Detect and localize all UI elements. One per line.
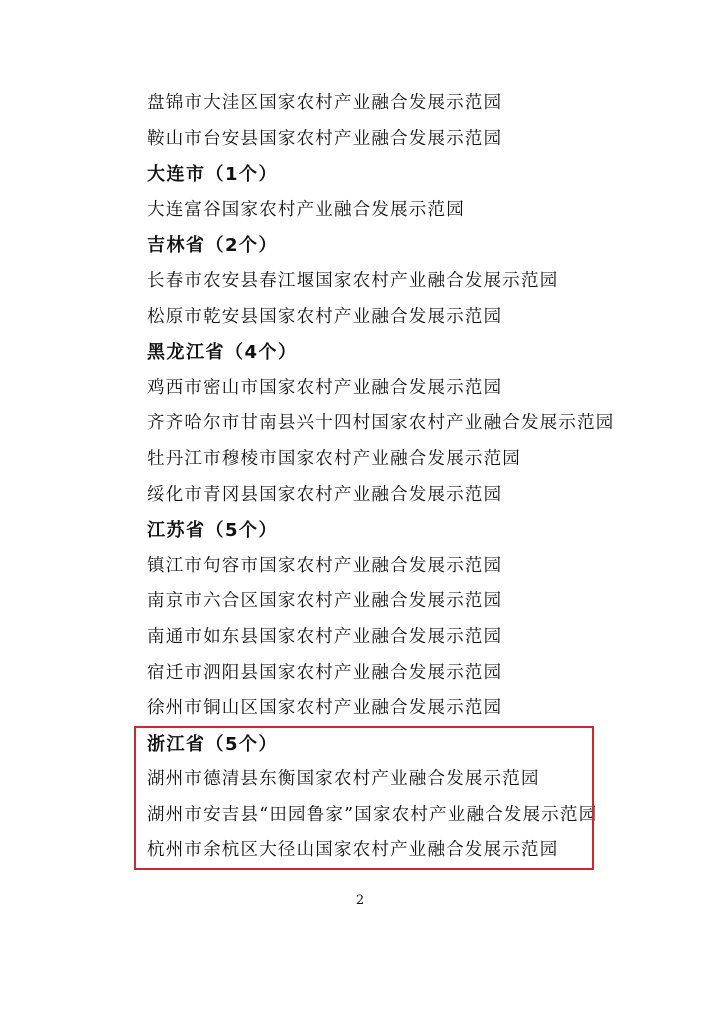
park-list-item: 鸡西市密山市国家农村产业融合发展示范园 [147, 377, 503, 398]
park-list-item: 齐齐哈尔市甘南县兴十四村国家农村产业融合发展示范园 [147, 413, 615, 434]
park-list-item: 南通市如东县国家农村产业融合发展示范园 [147, 626, 503, 647]
province-heading: 大连市（1个） [147, 164, 279, 186]
park-list-item: 长春市农安县春江堰国家农村产业融合发展示范园 [147, 270, 559, 291]
park-list-item: 大连富谷国家农村产业融合发展示范园 [147, 199, 465, 220]
park-list-item: 杭州市余杭区大径山国家农村产业融合发展示范园 [147, 840, 559, 861]
zhejiang-highlight-box [134, 726, 594, 870]
park-list-item: 盘锦市大洼区国家农村产业融合发展示范园 [147, 93, 503, 113]
park-list-item: 绥化市青冈县国家农村产业融合发展示范园 [147, 484, 503, 505]
park-list-item: 湖州市安吉县“田园鲁家”国家农村产业融合发展示范园 [147, 804, 598, 825]
park-list-item: 鞍山市台安县国家农村产业融合发展示范园 [147, 128, 503, 149]
park-list-item: 湖州市德清县东衡国家农村产业融合发展示范园 [147, 769, 540, 790]
park-list-item: 南京市六合区国家农村产业融合发展示范园 [147, 591, 503, 612]
province-heading: 江苏省（5个） [147, 520, 279, 542]
park-list-item: 宿迁市泗阳县国家农村产业融合发展示范园 [147, 662, 503, 683]
province-heading: 吉林省（2个） [147, 235, 279, 257]
park-list-item: 徐州市铜山区国家农村产业融合发展示范园 [147, 698, 503, 719]
page-number: 2 [355, 893, 365, 908]
province-heading: 浙江省（5个） [147, 733, 279, 755]
park-list-item: 牡丹江市穆棱市国家农村产业融合发展示范园 [147, 448, 521, 469]
park-list-item: 镇江市句容市国家农村产业融合发展示范园 [147, 555, 503, 576]
province-heading: 黑龙江省（4个） [147, 342, 298, 364]
park-list-item: 松原市乾安县国家农村产业融合发展示范园 [147, 306, 503, 327]
